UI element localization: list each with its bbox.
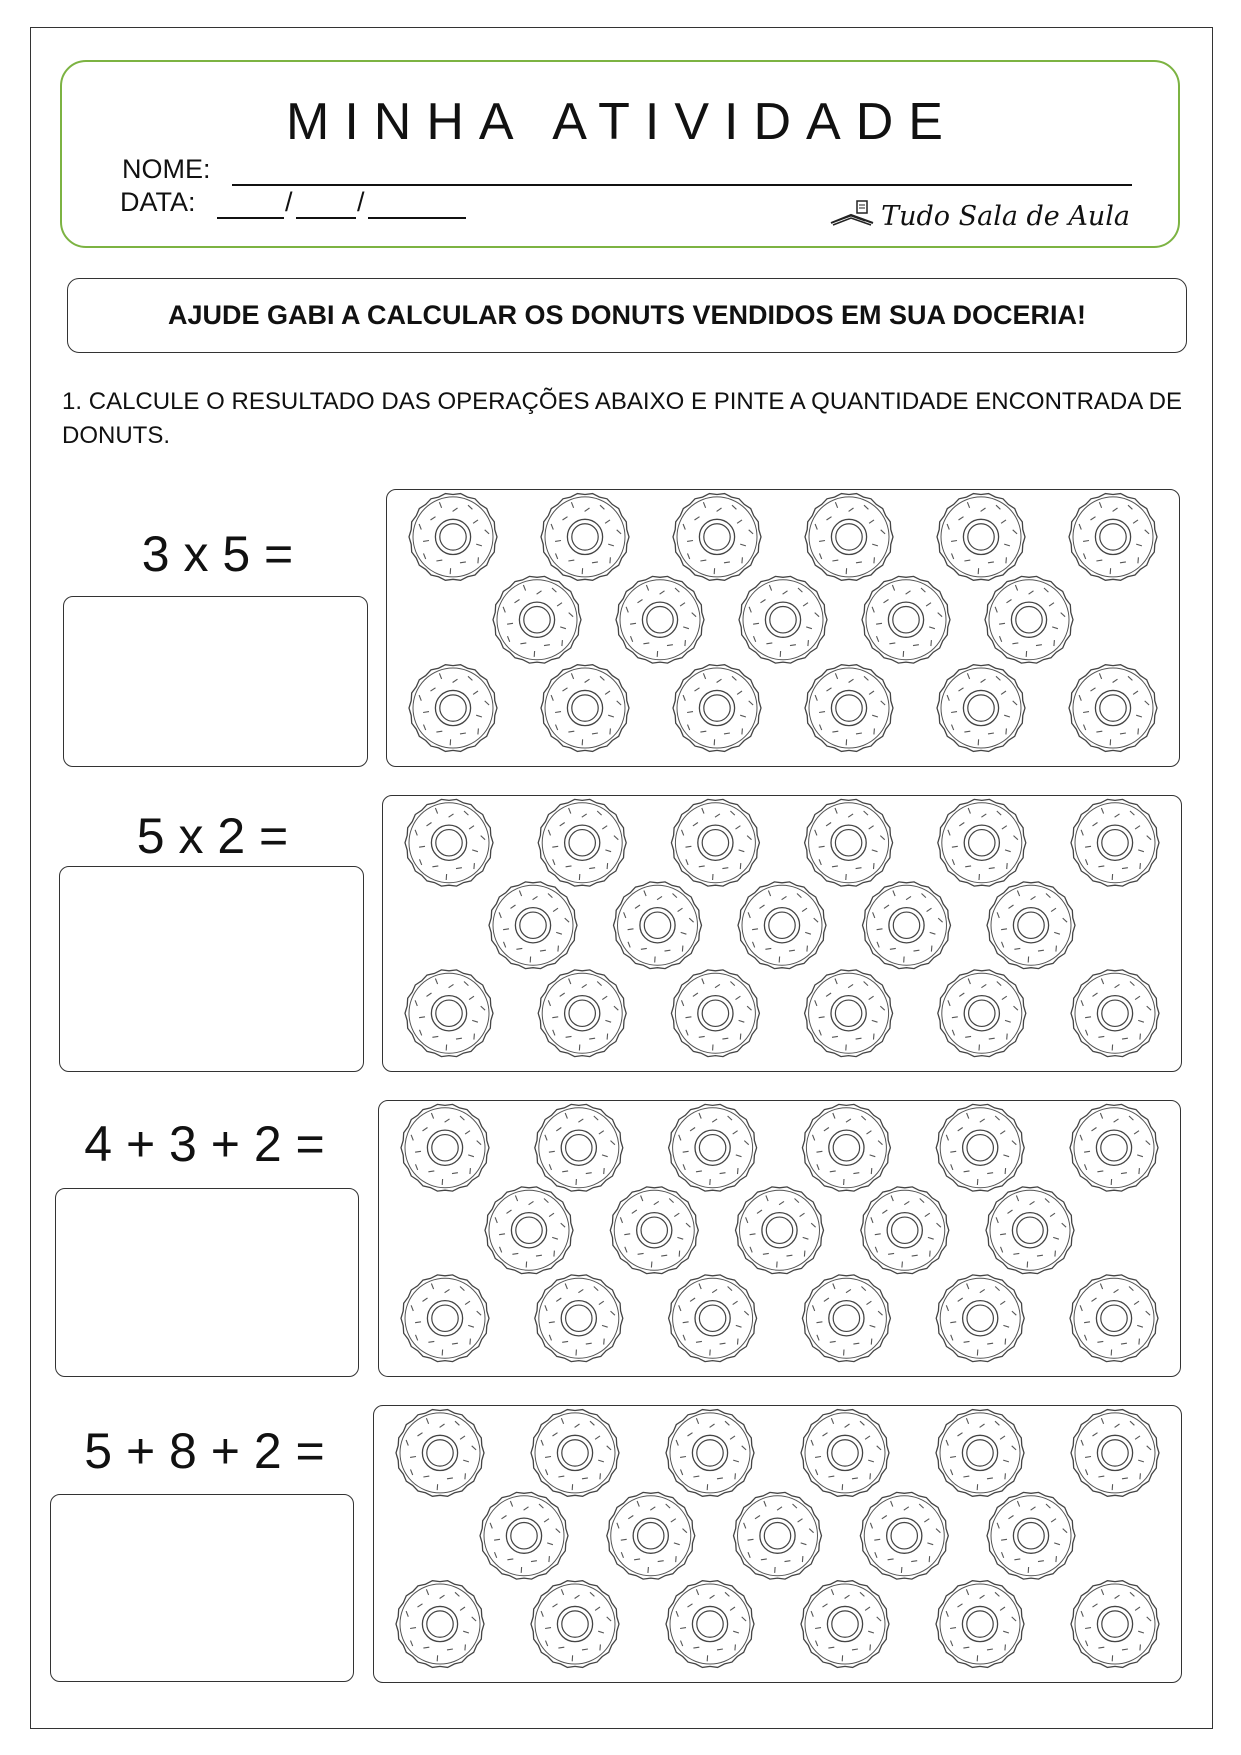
operation-3: 4 + 3 + 2 = [84, 1116, 325, 1172]
donut-icon[interactable] [938, 970, 1026, 1057]
donut-icon[interactable] [802, 1275, 890, 1362]
donut-icon[interactable] [736, 1187, 824, 1274]
donut-icon[interactable] [987, 882, 1075, 969]
donut-icon[interactable] [987, 1492, 1075, 1579]
donut-icon[interactable] [673, 494, 761, 581]
donut-icon[interactable] [1070, 1104, 1158, 1191]
donut-icon[interactable] [396, 1410, 484, 1497]
date-month-field[interactable] [296, 217, 356, 219]
donut-icon[interactable] [614, 882, 702, 969]
donut-icon[interactable] [538, 970, 626, 1057]
donut-panel-2 [382, 795, 1182, 1072]
donut-icon[interactable] [531, 1410, 619, 1497]
donut-icon[interactable] [489, 882, 577, 969]
donut-icon[interactable] [861, 1187, 949, 1274]
instruction-text: AJUDE GABI A CALCULAR OS DONUTS VENDIDOS EM SUA DOCERIA! [167, 300, 1087, 330]
donut-icon[interactable] [401, 1104, 489, 1191]
donut-icon[interactable] [607, 1492, 695, 1579]
donut-icon[interactable] [801, 1581, 889, 1668]
donut-icon[interactable] [610, 1187, 698, 1274]
donut-grid [379, 1101, 1180, 1376]
date-day-field[interactable] [217, 217, 284, 219]
donut-icon[interactable] [986, 1187, 1074, 1274]
donut-icon[interactable] [738, 882, 826, 969]
donut-grid [374, 1406, 1181, 1682]
donut-icon[interactable] [1071, 970, 1159, 1057]
donut-icon[interactable] [1069, 665, 1157, 752]
donut-icon[interactable] [538, 799, 626, 886]
book-logo-icon [829, 197, 875, 232]
donut-icon[interactable] [937, 494, 1025, 581]
donut-icon[interactable] [409, 494, 497, 581]
answer-box-3[interactable] [55, 1188, 359, 1377]
donut-icon[interactable] [1071, 799, 1159, 886]
donut-icon[interactable] [669, 1104, 757, 1191]
donut-icon[interactable] [493, 576, 581, 663]
answer-box-4[interactable] [50, 1494, 354, 1682]
donut-icon[interactable] [535, 1104, 623, 1191]
donut-grid [383, 796, 1181, 1071]
donut-icon[interactable] [535, 1275, 623, 1362]
donut-icon[interactable] [1069, 494, 1157, 581]
donut-icon[interactable] [401, 1275, 489, 1362]
donut-icon[interactable] [862, 576, 950, 663]
donut-icon[interactable] [805, 799, 893, 886]
donut-panel-4 [373, 1405, 1182, 1683]
date-separator: / [357, 187, 365, 217]
donut-icon[interactable] [396, 1581, 484, 1668]
page-title: MINHA ATIVIDADE [286, 93, 958, 151]
donut-icon[interactable] [1071, 1581, 1159, 1668]
donut-icon[interactable] [936, 1104, 1024, 1191]
question-text: 1. CALCULE O RESULTADO DAS OPERAÇÕES ABAIXO E PINTE A QUANTIDADE ENCONTRADA DE DONUTS. [62, 388, 1182, 449]
donut-icon[interactable] [936, 1275, 1024, 1362]
operation-1: 3 x 5 = [141, 526, 294, 582]
name-field[interactable] [232, 184, 1132, 186]
donut-icon[interactable] [671, 970, 759, 1057]
donut-icon[interactable] [541, 494, 629, 581]
donut-icon[interactable] [938, 799, 1026, 886]
name-label: NOME: [122, 154, 211, 184]
donut-icon[interactable] [801, 1410, 889, 1497]
donut-icon[interactable] [863, 882, 951, 969]
donut-icon[interactable] [409, 665, 497, 752]
donut-icon[interactable] [405, 970, 493, 1057]
donut-icon[interactable] [805, 494, 893, 581]
answer-box-1[interactable] [63, 596, 368, 767]
donut-icon[interactable] [734, 1492, 822, 1579]
donut-icon[interactable] [1070, 1275, 1158, 1362]
donut-icon[interactable] [666, 1581, 754, 1668]
donut-icon[interactable] [480, 1492, 568, 1579]
donut-panel-1 [386, 489, 1180, 767]
donut-icon[interactable] [671, 799, 759, 886]
date-separator: / [285, 187, 293, 217]
brand-name: Tudo Sala de Aula [881, 201, 1130, 232]
donut-icon[interactable] [985, 576, 1073, 663]
donut-icon[interactable] [541, 665, 629, 752]
donut-icon[interactable] [937, 665, 1025, 752]
date-year-field[interactable] [368, 217, 466, 219]
donut-icon[interactable] [1071, 1410, 1159, 1497]
donut-icon[interactable] [666, 1410, 754, 1497]
instruction-box [67, 278, 1187, 353]
donut-icon[interactable] [805, 970, 893, 1057]
operation-4: 5 + 8 + 2 = [84, 1423, 325, 1479]
donut-icon[interactable] [531, 1581, 619, 1668]
donut-icon[interactable] [739, 576, 827, 663]
donut-icon[interactable] [936, 1581, 1024, 1668]
donut-icon[interactable] [860, 1492, 948, 1579]
brand-logo [829, 197, 1130, 232]
header-box [60, 60, 1180, 248]
donut-icon[interactable] [936, 1410, 1024, 1497]
donut-icon[interactable] [802, 1104, 890, 1191]
date-label: DATA: [120, 187, 196, 217]
donut-icon[interactable] [405, 799, 493, 886]
answer-box-2[interactable] [59, 866, 364, 1072]
donut-grid [387, 490, 1179, 766]
operation-2: 5 x 2 = [136, 808, 289, 864]
donut-icon[interactable] [616, 576, 704, 663]
donut-icon[interactable] [673, 665, 761, 752]
donut-panel-3 [378, 1100, 1181, 1377]
donut-icon[interactable] [669, 1275, 757, 1362]
donut-icon[interactable] [805, 665, 893, 752]
donut-icon[interactable] [485, 1187, 573, 1274]
